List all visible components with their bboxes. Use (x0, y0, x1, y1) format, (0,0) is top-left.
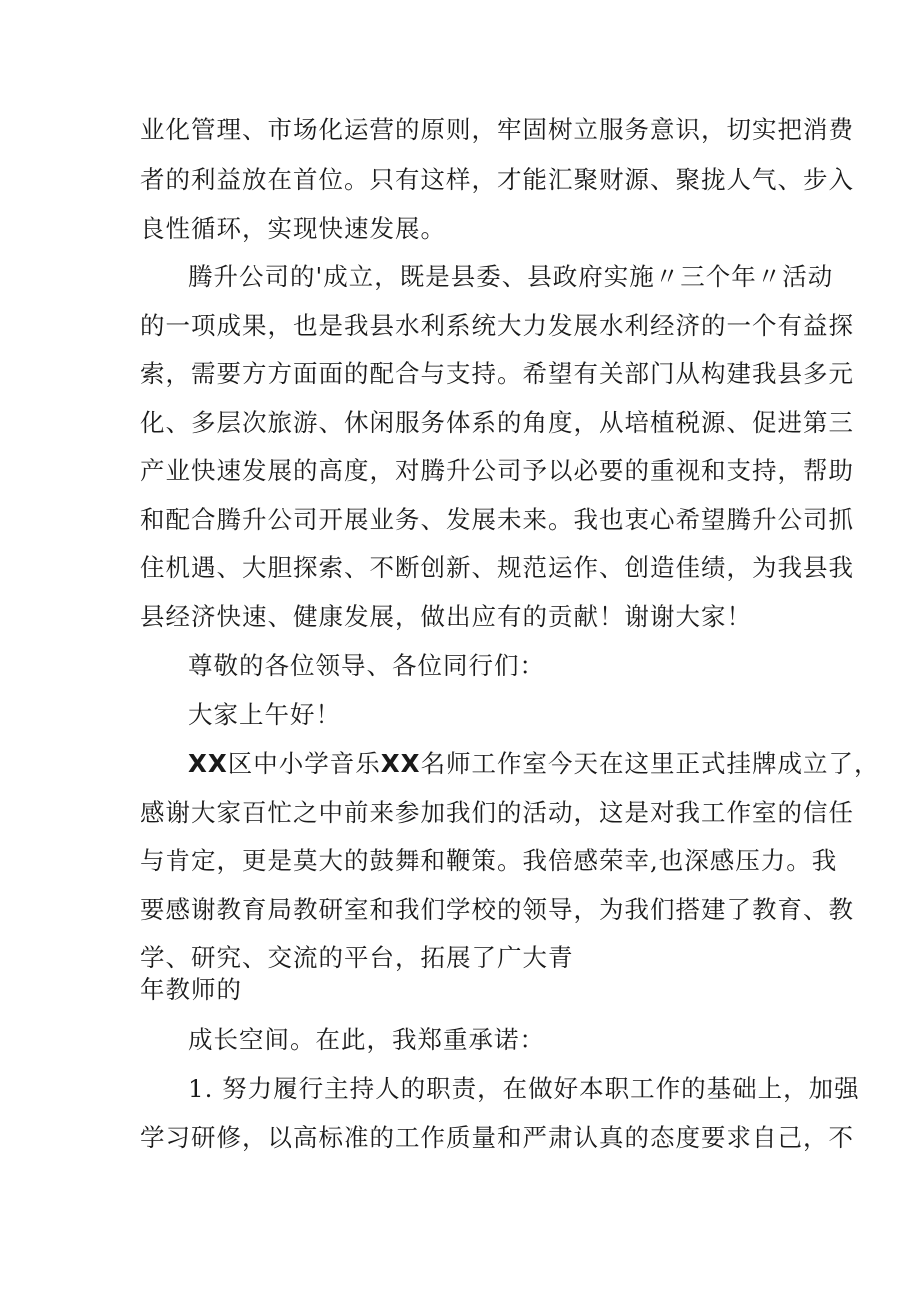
text-line: 者的利益放在首位。只有这样，才能汇聚财源、聚拢人气、步入 (140, 165, 854, 194)
text-line: 索，需要方方面面的配合与支持。希望有关部门从构建我县多元 (140, 359, 854, 388)
text-line: 县经济快速、健康发展，做出应有的贡献！谢谢大家！ (140, 602, 752, 631)
placeholder-bold: XX (188, 749, 228, 778)
text-line: 良性循环，实现快速发展。 (140, 214, 446, 243)
placeholder-bold: XX (380, 749, 421, 778)
text-fragment: 名师工作室今天在这里正式挂牌成立了， (420, 749, 880, 778)
text-line: 1. 努力履行主持人的职责，在做好本职工作的基础上，加强 (188, 1074, 860, 1103)
text-line: 要感谢教育局教研室和我们学校的领导，为我们搭建了教育、教 (140, 895, 854, 924)
text-line: 产业快速发展的高度，对腾升公司予以必要的重视和支持，帮助 (140, 456, 854, 485)
text-line (188, 748, 880, 780)
text-line: 与肯定，更是莫大的鼓舞和鞭策。我倍感荣幸,也深感压力。我 (140, 846, 838, 875)
text-line: 成长空间。在此，我郑重承诺： (188, 1025, 545, 1054)
text-line: 住机遇、大胆探索、不断创新、规范运作、创造佳绩，为我县我 (140, 553, 854, 582)
text-line: 年教师的 (140, 975, 242, 1004)
text-line: 学、研究、交流的平台，拓展了广大青 (140, 943, 574, 972)
text-line: 感谢大家百忙之中前来参加我们的活动，这是对我工作室的信任 (140, 798, 854, 827)
text-line: 和配合腾升公司开展业务、发展未来。我也衷心希望腾升公司抓 (140, 505, 854, 534)
text-line: 业化管理、市场化运营的原则，牢固树立服务意识，切实把消费 (140, 115, 854, 144)
text-line: 学习研修，以高标准的工作质量和严肃认真的态度要求自己，不 (140, 1123, 854, 1152)
text-fragment: 区中小学音乐 (227, 749, 381, 778)
text-line: 化、多层次旅游、休闲服务体系的角度，从培植税源、促进第三 (140, 408, 854, 437)
text-line: 腾升公司的'成立，既是县委、县政府实施〃三个年〃活动 (188, 262, 834, 291)
salutation: 尊敬的各位领导、各位同行们： (188, 651, 545, 680)
text-line: 的一项成果，也是我县水利系统大力发展水利经济的一个有益探 (140, 311, 854, 340)
greeting: 大家上午好！ (188, 700, 341, 729)
